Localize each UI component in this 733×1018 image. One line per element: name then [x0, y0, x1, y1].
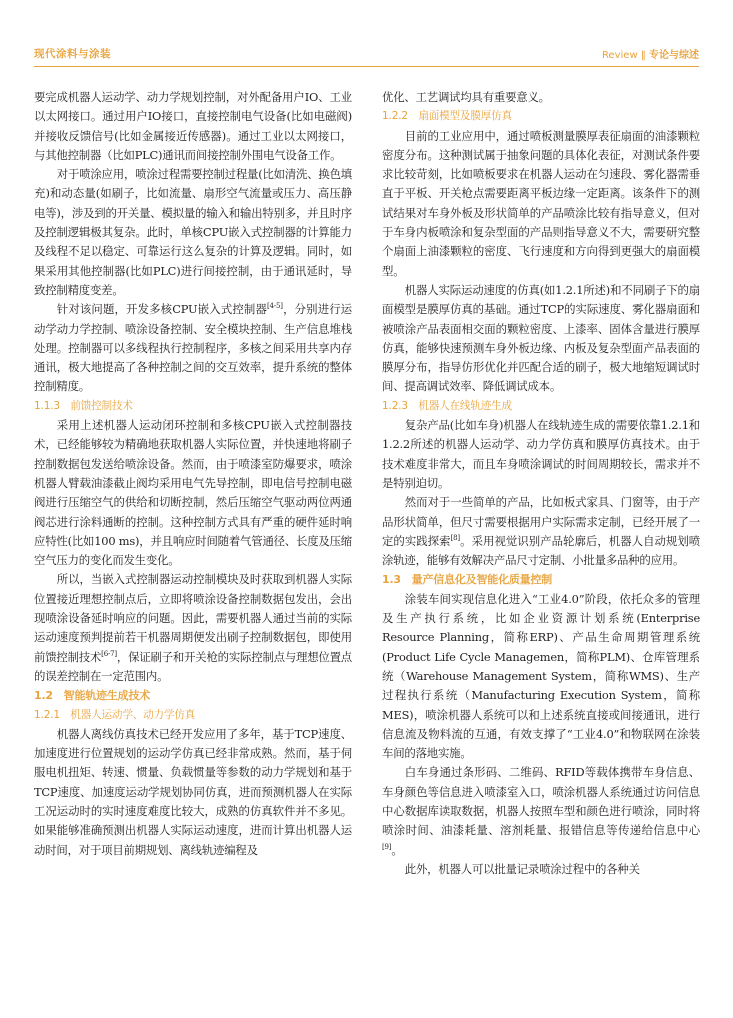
paragraph: 机器人实际运动速度的仿真(如1.2.1所述)和不同刷子下的扇面模型是膜厚仿真的基础。通过TCP的实际速度、雾化器扇面和被喷涂产品表面相交面的颗粒密度、上漆率、固体含量进行膜厚仿真，能够快速预测车身外板边缘、内板及复杂型面产品表面的膜厚分布，指导仿形优化并匹配合适的刷子，极大地缩短调试时间、提高调试效率、降低调试成本。 — [382, 282, 700, 394]
section-label — [602, 46, 699, 61]
right-column — [382, 88, 700, 879]
citation: [9] — [382, 842, 392, 851]
citation: [4-5] — [267, 302, 283, 311]
paragraph: 采用上述机器人运动闭环控制和多核CPU嵌入式控制器技术，已经能够较为精确地获取机器人实际位置，并快速地将刷子控制数据包发送给喷涂设备。然而，由于喷漆室防爆要求，喷涂机器人臂载油漆截止阀均采用电气先导控制，即电信号控制电磁阀进行压缩空气的供给和切断控制，然后压缩空气驱动两位两通阀芯进行涂料通断的控制。这种控制方式具有严重的硬件延时响应特性(比如100 ms)，并且响应时间随着气管通径、长度及压缩空气压力的变化而发生变化。 — [34, 418, 352, 568]
header-rule — [34, 66, 699, 67]
paragraph: 针对该问题，开发多核CPU嵌入式控制器[4-5]，分别进行运动学动力学控制、喷涂设备控制、安全模块控制、生产信息堆栈处理。控制器可以多线程执行控制程序，多核之间采用共享内存通讯，极大地提高了各种控制之间的交互效率，提升系统的整体控制精度。 — [34, 302, 352, 394]
citation: [8] — [450, 534, 460, 543]
running-header — [34, 46, 699, 64]
heading-1-1-3: 1.1.3 前馈控制技术 — [34, 399, 133, 412]
section-cn: 专论与综述 — [649, 50, 699, 61]
paragraph: 目前的工业应用中，通过喷板测量膜厚表征扇面的油漆颗粒密度分布。这种测试属于抽象问题的具体化表征，对测试条件要求比较苛刻，比如喷板要求在机器人运动在匀速段、雾化器需垂直于平板、开关枪点需要距离平板边缘一定距离。该条件下的测试结果对车身外板及形状简单的产品喷涂比较有指导意义，但对于车身内板喷涂和复杂型面的产品则指导意义不大，需要研究整个扇面上油漆颗粒的密度、飞行速度和方向得到更强大的扇面模型。 — [382, 128, 700, 278]
heading-1-2-3: 1.2.3 机器人在线轨迹生成 — [382, 399, 512, 412]
paragraph: 优化、工艺调试均具有重要意义。 — [382, 90, 550, 104]
paragraph: 对于喷涂应用，喷涂过程需要控制过程量(比如清洗、换色填充)和动态量(如刷子，比如流量、扇形空气流量或压力、高压静电等)，涉及到的开关量、模拟量的输入和输出特别多，并且时序及控制逻辑极其复杂。此时，单核CPU嵌入式控制器的计算能力及线程不足以稳定、可靠运行这么复杂的计算及逻辑。同时，如果采用其他控制器(比如PLC)进行间接控制，由于通讯延时，导致控制精度变差。 — [34, 167, 352, 297]
paragraph: 复杂产品(比如车身)机器人在线轨迹生成的需要依靠1.2.1和1.2.2所述的机器人运动学、动力学仿真和膜厚仿真技术。由于技术难度非常大，而且车身喷涂调试的时间周期较长，需求并不是特别迫切。 — [382, 418, 700, 490]
left-column — [34, 88, 352, 860]
paragraph: 所以，当嵌入式控制器运动控制模块及时获取到机器人实际位置接近理想控制点后，立即将喷涂设备控制数据包发出，会出现喷涂设备延时响应的问题。因此，需要机器人通过当前的实际运动速度预判提前若干机器周期便发出刷子控制数据包，即使用前馈控制技术[6-7]，保证刷子和开关枪的实际控制点与理想位置点的误差控制在一定范围内。 — [34, 572, 352, 683]
paragraph: 白车身通过条形码、二维码、RFID等载体携带车身信息、车身颜色等信息进入喷漆室入口，喷涂机器人系统通过访问信息中心数据库读取数据，机器人按照车型和颜色进行喷涂，同时将喷涂时间、油漆耗量、溶剂耗量、报错信息等传递给信息中心[9]。 — [382, 765, 700, 857]
section-divider: ‖ — [640, 50, 646, 61]
citation: [6-7] — [101, 649, 117, 658]
journal-name: 现代涂料与涂装 — [34, 48, 111, 60]
section-en: Review — [601, 50, 638, 61]
heading-1-3: 1.3 量产信息化及智能化质量控制 — [382, 573, 553, 587]
paragraph: 机器人离线仿真技术已经开发应用了多年，基于TCP速度、加速度进行位置规划的运动学仿真已经非常成熟。然而，基于伺服电机扭矩、转速、惯量、负载惯量等参数的动力学规划和基于TCP速度、加速度运动学规划协同仿真，进而预测机器人在实际工况运动时的实时速度难度比较大，成熟的仿真软件并不多见。如果能够准确预测出机器人实际运动速度，进而计算出机器人运动时间，对于项目前期规划、离线轨迹编程及 — [34, 726, 352, 857]
paragraph: 此外，机器人可以批量记录喷涂过程中的各种关 — [404, 861, 640, 876]
paragraph: 涂装车间实现信息化进入“工业4.0”阶段，依托众多的管理及生产执行系统，比如企业资源计划系统(Enterprise Resource Planning，简称ERP)、产品生命周期管理系统(Product Life Cycle Managemen，简称PLM)、仓库管理系统（Warehouse Management System，简称WMS)、生产过程执行系统（Manufacturing Execution System，简称MES)，喷涂机器人系统可以和上述系统直接或间接通讯，进行信息流及物料流的互通，有效支撑了“工业4.0”和物联网在涂装车间的落地实施。 — [382, 591, 700, 761]
heading-1-2-2: 1.2.2 扇面模型及膜厚仿真 — [382, 110, 512, 123]
paragraph: 然而对于一些简单的产品，比如板式家具、门窗等，由于产品形状简单，但尺寸需要根据用户实际需求定制，已经开展了一定的实践探索[8]。采用视觉识别产品轮廓后，机器人自动规划喷涂轨迹，能够有效解决产品尺寸定制、小批量多品种的应用。 — [382, 495, 700, 568]
heading-1-2: 1.2 智能轨迹生成技术 — [34, 689, 151, 703]
paragraph: 要完成机器人运动学、动力学规划控制，对外配备用户IO、工业以太网接口。通过用户IO接口，直接控制电气设备(比如电磁阀)并接收反馈信号(比如金属接近传感器)。通过工业以太网接口，与其他控制器（比如PLC)通讯而间接控制外围电气设备工作。 — [34, 90, 352, 162]
heading-1-2-1: 1.2.1 机器人运动学、动力学仿真 — [34, 708, 196, 721]
